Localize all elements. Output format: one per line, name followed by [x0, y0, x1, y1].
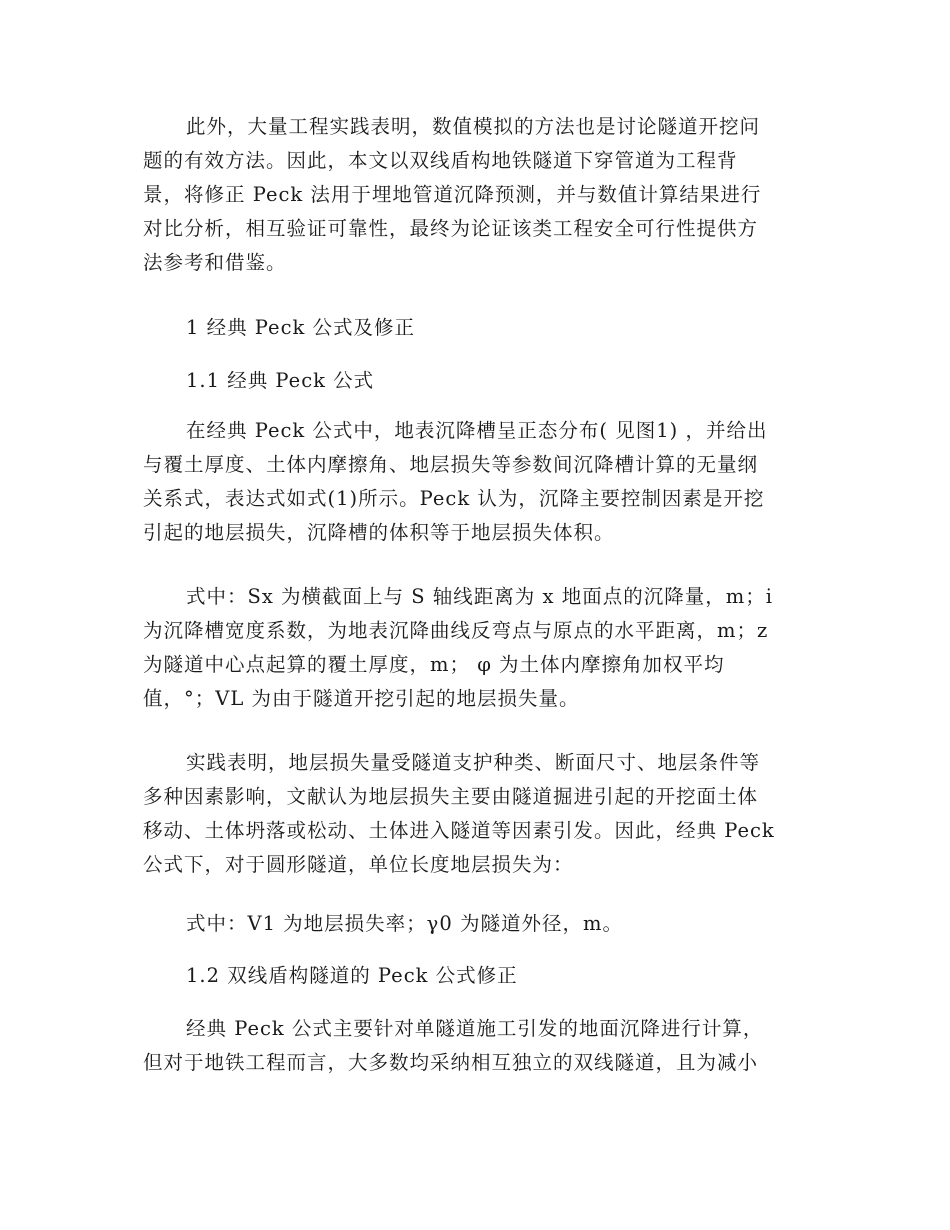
heading-text: 1.1 经典 Peck 公式 [186, 369, 375, 392]
paragraph-ground-loss [143, 746, 823, 882]
text-line: 式中：V1 为地层损失率；γ0 为隧道外径，m。 [186, 912, 623, 935]
heading-text: 1 经典 Peck 公式及修正 [186, 316, 416, 339]
paragraph-loss-rate [143, 907, 823, 941]
text-line: 值，°；VL 为由于隧道开挖引起的地层损失量。 [143, 687, 580, 710]
paragraph-double-tunnel [143, 1012, 823, 1080]
text-line: 法参考和借鉴。 [143, 251, 287, 274]
text-line: 移动、土体坍落或松动、土体进入隧道等因素引发。因此，经典 Peck [143, 819, 775, 842]
text-line: 题的有效方法。因此，本文以双线盾构地铁隧道下穿管道为工程背 [143, 149, 738, 172]
text-line: 实践表明，地层损失量受隧道支护种类、断面尺寸、地层条件等 [186, 751, 761, 774]
section-heading-1-2 [143, 959, 823, 993]
text-line: 为隧道中心点起算的覆土厚度，m； φ 为土体内摩擦角加权平均 [143, 653, 725, 676]
text-line: 公式下，对于圆形隧道，单位长度地层损失为： [143, 853, 574, 876]
text-line: 在经典 Peck 公式中，地表沉降槽呈正态分布( 见图1) ，并给出 [186, 419, 768, 442]
text-line: 关系式，表达式如式(1)所示。Peck 认为，沉降主要控制因素是开挖 [143, 487, 765, 510]
section-heading-1 [143, 311, 823, 345]
paragraph-symbol-definitions [143, 580, 823, 716]
text-line: 与覆土厚度、土体内摩擦角、地层损失等参数间沉降槽计算的无量纲 [143, 453, 759, 476]
text-line: 经典 Peck 公式主要针对单隧道施工引发的地面沉降进行计算， [186, 1017, 764, 1040]
section-heading-1-1 [143, 364, 823, 398]
text-line: 但对于地铁工程而言，大多数均采纳相互独立的双线隧道，且为减小 [143, 1051, 759, 1074]
text-line: 多种因素影响，文献认为地层损失主要由隧道掘进引起的开挖面土体 [143, 785, 759, 808]
heading-text: 1.2 双线盾构隧道的 Peck 公式修正 [186, 964, 518, 987]
text-line: 为沉降槽宽度系数，为地表沉降曲线反弯点与原点的水平距离，m；z [143, 619, 769, 642]
text-line: 引起的地层损失，沉降槽的体积等于地层损失体积。 [143, 521, 615, 544]
paragraph-intro [143, 110, 823, 280]
text-line: 此外，大量工程实践表明，数值模拟的方法也是讨论隧道开挖问 [186, 115, 761, 138]
text-line: 对比分析，相互验证可靠性，最终为论证该类工程安全可行性提供方 [143, 217, 759, 240]
text-line: 景，将修正 Peck 法用于埋地管道沉降预测，并与数值计算结果进行 [143, 183, 762, 206]
text-line: 式中：Sx 为横截面上与 S 轴线距离为 x 地面点的沉降量，m；i [186, 585, 773, 608]
paragraph-peck-formula [143, 414, 823, 550]
